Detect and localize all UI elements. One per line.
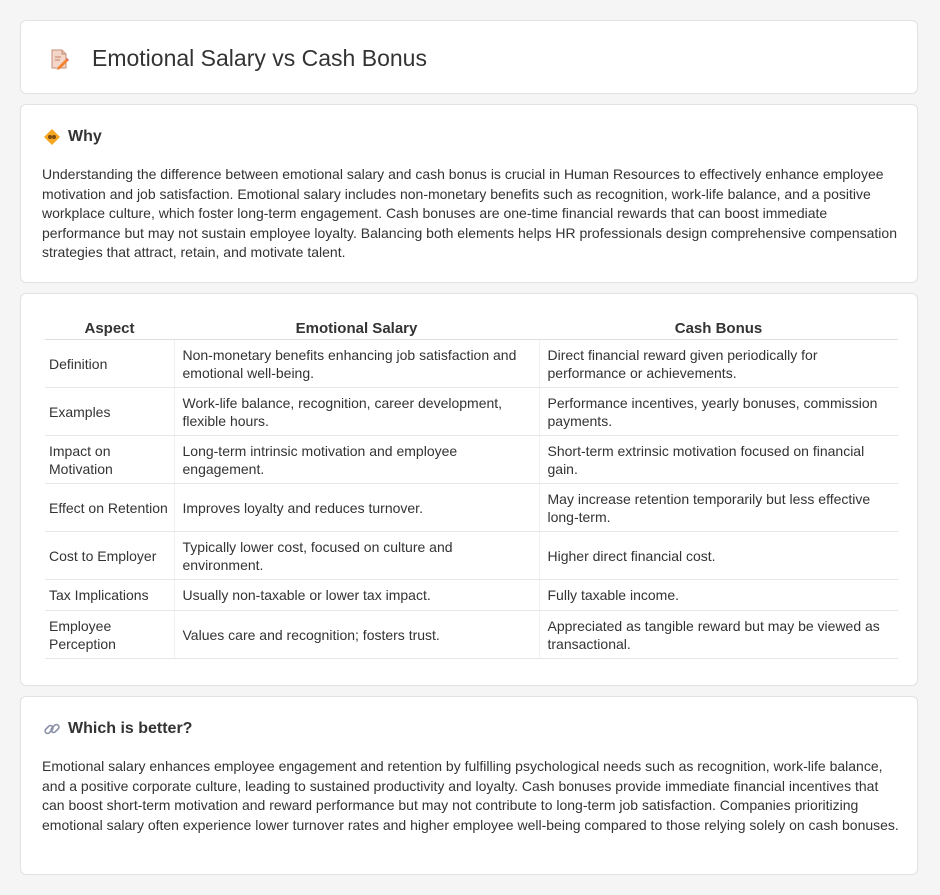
cash-bonus-cell: Higher direct financial cost. — [539, 532, 898, 580]
emotional-salary-cell: Improves loyalty and reduces turnover. — [174, 484, 539, 532]
emotional-salary-cell: Usually non-taxable or lower tax impact. — [174, 580, 539, 611]
which-is-better-section — [20, 696, 918, 875]
table-row — [45, 611, 898, 659]
table-row — [45, 580, 898, 611]
comparison-card — [20, 293, 918, 686]
emotional-salary-cell: Long-term intrinsic motivation and employee engagement. — [174, 436, 539, 484]
link-icon — [43, 720, 61, 738]
handshake-diamond-icon — [43, 128, 61, 146]
aspect-cell: Employee Perception — [45, 611, 174, 659]
column-header-aspect: Aspect — [45, 315, 174, 340]
aspect-cell: Examples — [45, 388, 174, 436]
why-heading-row — [43, 127, 102, 147]
cash-bonus-cell: Fully taxable income. — [539, 580, 898, 611]
aspect-cell: Cost to Employer — [45, 532, 174, 580]
document-pen-icon — [47, 47, 71, 71]
table-row — [45, 340, 898, 388]
aspect-cell: Definition — [45, 340, 174, 388]
emotional-salary-cell: Non-monetary benefits enhancing job satisfaction and emotional well-being. — [174, 340, 539, 388]
cash-bonus-cell: Performance incentives, yearly bonuses, commission payments. — [539, 388, 898, 436]
column-header-emotional-salary: Emotional Salary — [174, 315, 539, 340]
aspect-cell: Effect on Retention — [45, 484, 174, 532]
title-card — [20, 20, 918, 94]
better-heading: Which is better? — [68, 720, 193, 737]
cash-bonus-cell: May increase retention temporarily but less effective long-term. — [539, 484, 898, 532]
column-header-cash-bonus: Cash Bonus — [539, 315, 898, 340]
cash-bonus-cell: Direct financial reward given periodically for performance or achievements. — [539, 340, 898, 388]
emotional-salary-cell: Work-life balance, recognition, career development, flexible hours. — [174, 388, 539, 436]
cash-bonus-cell: Appreciated as tangible reward but may be viewed as transactional. — [539, 611, 898, 659]
aspect-cell: Impact on Motivation — [45, 436, 174, 484]
emotional-salary-cell: Values care and recognition; fosters trust. — [174, 611, 539, 659]
why-section — [20, 104, 918, 283]
better-heading-row — [43, 719, 192, 739]
aspect-cell: Tax Implications — [45, 580, 174, 611]
emotional-salary-cell: Typically lower cost, focused on culture and environment. — [174, 532, 539, 580]
table-row — [45, 484, 898, 532]
table-row — [45, 436, 898, 484]
table-row — [45, 388, 898, 436]
cash-bonus-cell: Short-term extrinsic motivation focused on financial gain. — [539, 436, 898, 484]
why-heading: Why — [68, 128, 102, 145]
page-title: Emotional Salary vs Cash Bonus — [92, 45, 427, 71]
table-header-row — [45, 315, 898, 340]
why-text: Understanding the difference between emotional salary and cash bonus is crucial in Human Resources to effectively enhance employee motivation and job satisfaction. Emotional salary includes non-monetary benefits such as recognition, work-life balance, and a positive workplace culture, which foster long-term engagement. Cash bonuses are one-time financial rewards that can boost immediate performance but may not sustain employee loyalty. Balancing both elements helps HR professionals design comprehensive compensation strategies that attract, retain, and motivate talent. — [42, 166, 897, 261]
table-row — [45, 532, 898, 580]
better-text: Emotional salary enhances employee engagement and retention by fulfilling psychological needs such as recognition, work-life balance, and a positive corporate culture, leading to sustained productivity and loyalty. Cash bonuses provide immediate financial incentives that can boost short-term motivation and reward performance but may not contribute to long-term job satisfaction. Companies prioritizing emotional salary often experience lower turnover rates and higher employee well-being compared to those relying solely on cash bonuses. — [42, 758, 899, 833]
comparison-table — [45, 315, 898, 659]
